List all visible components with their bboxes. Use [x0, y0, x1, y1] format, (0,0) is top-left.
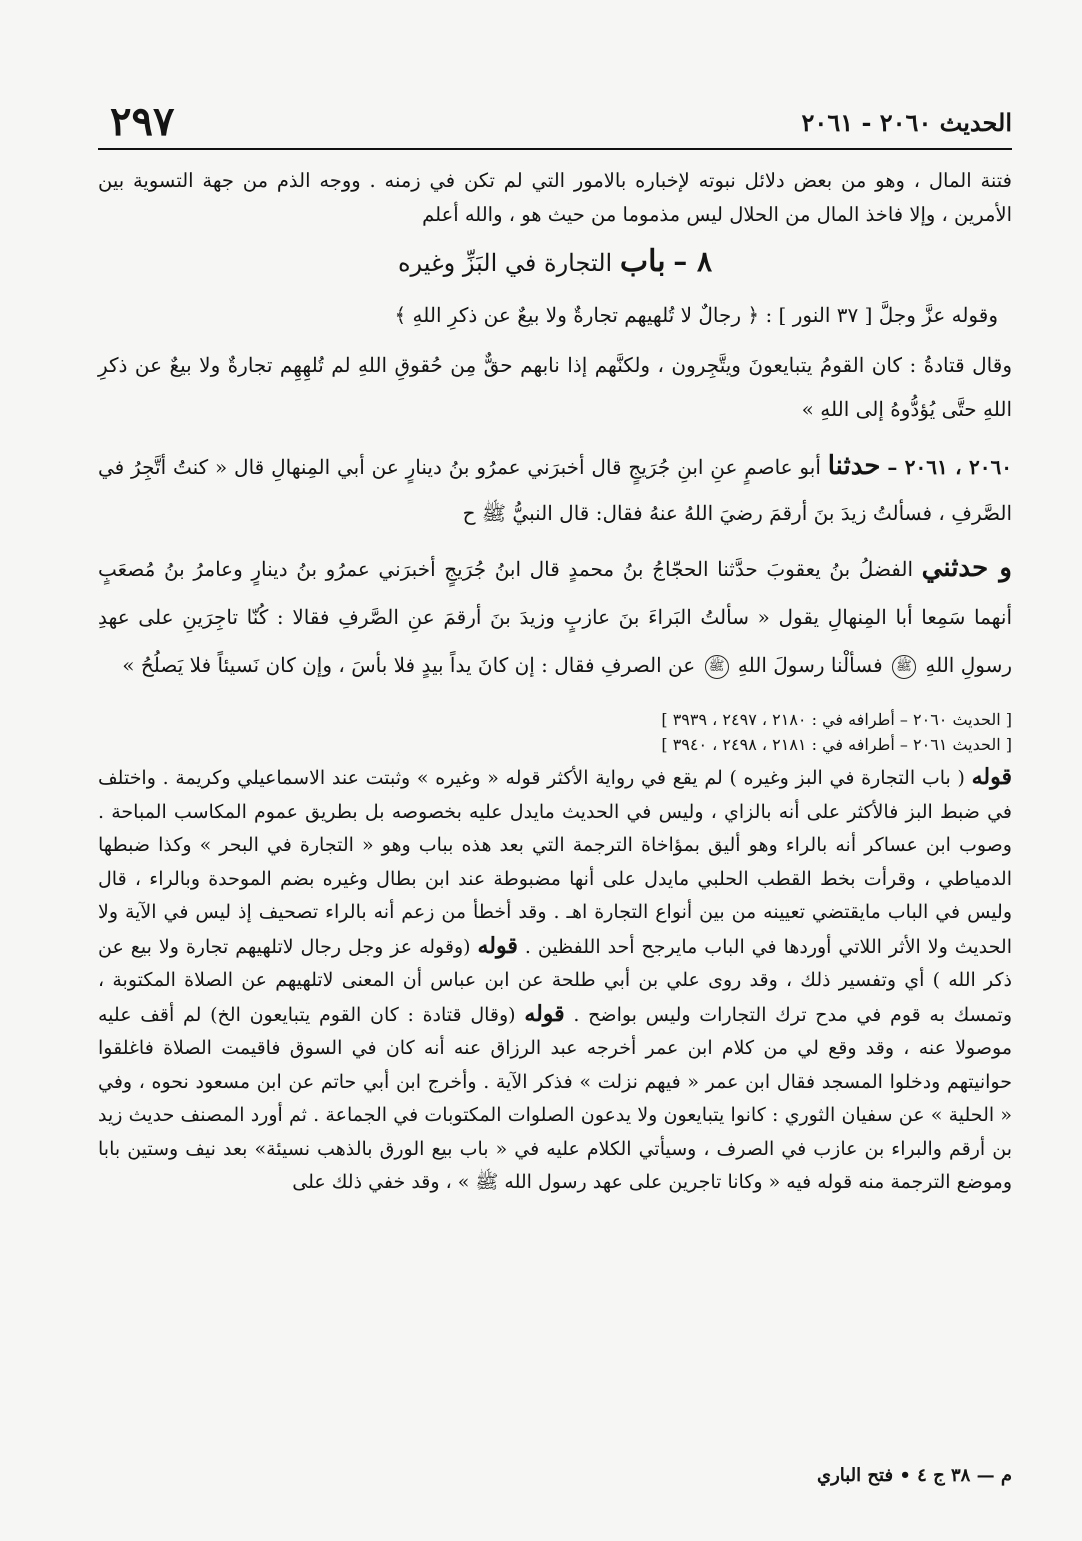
commentary-part-2: (وقوله عز وجل رجال لاتلهيهم تجارة ولا بيع عن ذكر الله ) أي وتفسير ذلك ، وقد روى علي بن أبي طلحة عن ابن عباس أن المعنى لاتلهيهم عن الصلاة المكتوبة ، وتمسك به قوم في مدح ترك التجارات وليس بواضح .	[98, 935, 1013, 1026]
hadith2-text-b: فسألْنا رسولَ اللهِ	[737, 653, 883, 677]
atraf-line: [ الحديث ٢٠٦٠ – أطرافه في : ٢١٨٠ ، ٢٤٩٧ ، ٣٩٣٩ ]	[661, 710, 1012, 729]
hadith-number: ٢٠٦٠ ، ٢٠٦١ –	[887, 455, 1013, 479]
chapter-bab-label: باب	[619, 244, 666, 279]
hadith-2060-2061	[98, 443, 1012, 536]
qawluhu-keyword: قوله	[971, 764, 1012, 790]
quran-verse: وقوله عزَّ وجلَّ [ ٣٧ النور ] : ﴿ رجالٌ لا تُلهيهم تجارةٌ ولا بيعٌ عن ذكرِ اللهِ ﴾	[394, 303, 998, 327]
salawat-icon: ﷺ	[705, 655, 729, 679]
qatada-quote: وقال قتادةُ : كان القومُ يتبايعونَ ويتَّجِرون ، ولكنَّهم إذا نابهم حقٌّ مِن حُقوقِ اللهِ لم تُلهِهِم تجارةٌ ولا بيعٌ عن ذكرِ اللهِ حتَّى يُؤدُّوهُ إلى اللهِ »	[98, 353, 1012, 421]
atraf-references	[552, 707, 1012, 757]
commentary-part-1: ( باب التجارة في البز وغيره ) لم يقع في رواية الأكثر قوله « وغيره » وثبتت عند الاسماعيلي وكريمة . واختلف في ضبط البز فالأكثر على أنه بالزاي ، وليس في الحديث مايدل عليه بخصوصه بل بطريق عموم المكاسب المباحة . وصوب ابن عساكر أنه بالراء وهو أليق بمؤاخاة الترجمة التي بعد هذه بباب وهو « التجارة في البحر » وكذا ضبطها الدمياطي ، وقرأت بخط القطب الحلبي مايدل على أنها مضبوطة عند ابن بطال وغيره بضم الموحدة وبالراء ، قال وليس في الباب مايقتضي تعيينه من بين أنواع التجارة اهـ . وقد أخطأ من زعم أنه بالراء تصحيف إذ ليس في الآية ولا الحديث ولا الأثر اللاتي أوردها في الباب مايرجح أحد اللفظين .	[98, 767, 1012, 958]
qawluhu-keyword: قوله	[524, 1000, 565, 1027]
hadith2-text-c: عن الصرفِ فقال : إن كانَ يداً بيدٍ فلا بأسَ ، وإن كان نَسيئاً فلا يَصلُحُ »	[122, 653, 696, 677]
running-title: الحديث ٢٠٦٠ - ٢٠٦١	[801, 108, 1012, 137]
page-number: ٢٩٧	[110, 98, 175, 145]
page-footer: م — ٣٨ ج ٤ • فتح الباري	[816, 1465, 1012, 1486]
chapter-title: التجارة في البَزِّ وغيره	[397, 249, 613, 277]
salawat-icon: ﷺ	[892, 655, 916, 679]
atraf-line: [ الحديث ٢٠٦١ – أطرافه في : ٢١٨١ ، ٢٤٩٨ ، ٣٩٤٠ ]	[661, 735, 1012, 754]
haddathani-label: و حدثني	[921, 553, 1012, 583]
qawluhu-keyword: قوله	[477, 932, 518, 959]
haddathana-label: حدثنا	[827, 451, 881, 481]
commentary-part-3: (وقال قتادة : كان القوم يتبايعون الخ) لم أقف عليه موصولا عنه ، وقد وقع لي من كلام ابن عمر أخرجه عبد الرزاق عنه أنه كان في السوق فاقيمت الصلاة فاغلقوا حوانيتهم ودخلوا المسجد فقال ابن عمر « فيهم نزلت » فذكر الآية . وأخرج ابن أبي حاتم عن ابن مسعود نحوه ، وفي « الحلية » عن سفيان الثوري : كانوا يتبايعون ولا يدعون الصلوات المكتوبات في الجماعة . ثم أورد المصنف حديث زيد بن أرقم والبراء بن عازب في الصرف ، وسيأتي الكلام عليه في « باب بيع الورق بالذهب نسيئة» بعد نيف وستين بابا وموضع الترجمة منه قوله فيه « وكانا تاجرين على عهد رسول الله ﷺ » ، وقد خفي ذلك على	[98, 1003, 1012, 1193]
hadith-text: أبو عاصمٍ عنِ ابنِ جُرَيجٍ قال أخبرَني عمرُو بنُ دينارٍ عن أبي المِنهالِ قال « كنتُ أتَّجِرُ في الصَّرفِ ، فسألتُ زيدَ بنَ أرقمَ رضيَ اللهُ عنهُ فقال: قال النبيُّ ﷺ ح	[98, 455, 1012, 525]
book-page	[98, 96, 1012, 1486]
commentary	[98, 761, 1012, 1200]
hadith2-text-a: الفضلُ بنُ يعقوبَ حدَّثنا الحجّاجُ بنُ محمدٍ قال ابنُ جُرَيجٍ أخبرَني عمرُو بنُ دينارٍ وعامرُ بنُ مُصعَبٍ أنهما سَمِعا أبا المِنهالِ يقول « سألتُ البَراءَ بنَ عازبٍ وزيدَ بنَ أرقمَ عنِ الصَّرفِ فقالا : كُنّا تاجِرَينِ على عهدِ رسولِ اللهِ	[98, 557, 1012, 677]
chapter-heading	[98, 240, 1012, 285]
hadith-second-chain	[98, 544, 1012, 689]
page-header	[98, 96, 1012, 148]
chapter-number: ٨ –	[673, 245, 713, 278]
intro-paragraph: فتنة المال ، وهو من بعض دلائل نبوته لإخباره بالامور التي لم تكن في زمنه . ووجه الذم من جهة التسوية بين الأمرين ، وإلا فاخذ المال من الحلال ليس مذموما من حيث هو ، والله أعلم	[98, 169, 1012, 226]
header-rule	[98, 148, 1012, 150]
